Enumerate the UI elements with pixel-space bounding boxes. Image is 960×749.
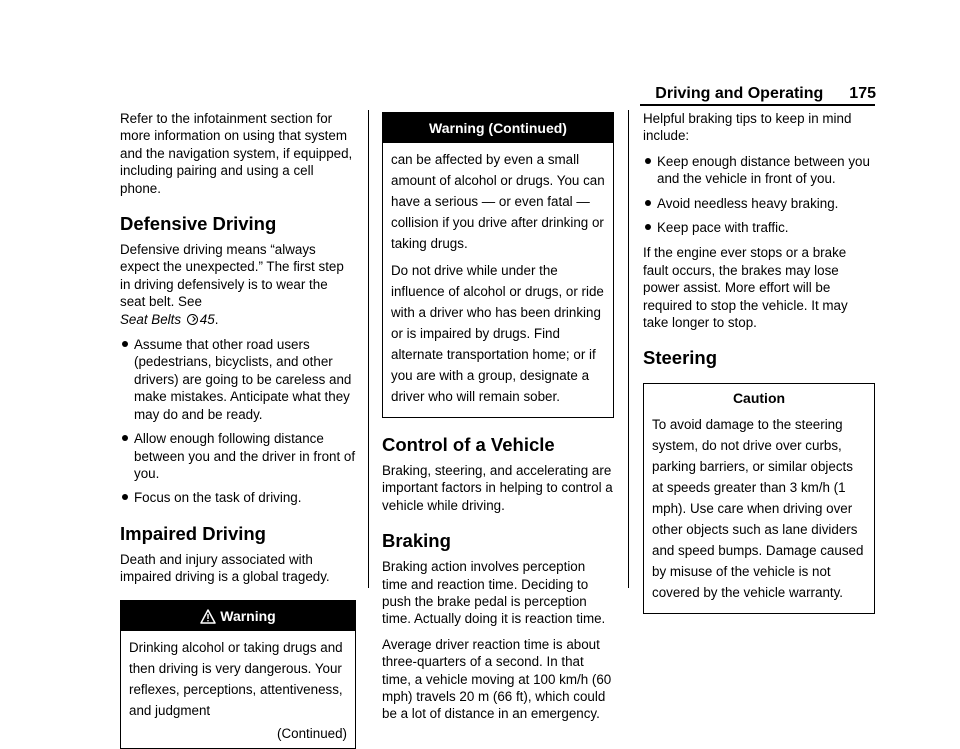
caution-body [644, 408, 874, 613]
list-item-text: Focus on the task of driving. [134, 490, 302, 506]
defensive-text: Defensive driving means “always expect the unexpected.” The first step in driving defensively is to wear the seat belt. See [120, 242, 344, 310]
column-left [120, 110, 356, 749]
seat-belts-page[interactable]: 45 [199, 311, 215, 327]
tips-intro: Helpful braking tips to keep in mind include: [643, 111, 852, 144]
column-middle [382, 110, 614, 731]
list-item [120, 430, 356, 482]
list-item-text: Avoid needless heavy braking. [657, 195, 839, 211]
warning-continued-body [383, 143, 613, 417]
page-number: 175 [849, 85, 876, 102]
column-right [643, 110, 875, 614]
heading-control: Control of a Vehicle [382, 434, 555, 455]
section-title: Driving and Operating [655, 85, 824, 102]
bullet-icon [122, 341, 128, 347]
caution-box [643, 383, 875, 613]
bullet-icon [645, 158, 651, 164]
braking-paragraph-2: Average driver reaction time is about three-quarters of a second. In that time, a vehicle moving at 100 km/h (60 mph) travels 20 m (66 ft), which could be a lot of distance in an emergency. [382, 636, 612, 722]
list-item [643, 153, 875, 188]
warning-body [121, 631, 355, 748]
list-item-text: Keep pace with traffic. [657, 220, 789, 236]
list-item-text: Allow enough following distance between you and the driver in front of you. [134, 431, 356, 481]
heading-steering: Steering [643, 347, 718, 369]
header-rule [640, 104, 875, 106]
engine-paragraph: If the engine ever stops or a brake fault occurs, the brakes may lose power assist. More effort will be required to stop the vehicle. It may take longer to stop. [643, 245, 848, 331]
list-item-text: Assume that other road users (pedestrians, bicyclists, and other drivers) are going to be careless and make mistakes. Anticipate what they may do and be ready. [134, 337, 352, 422]
defensive-paragraph [120, 241, 356, 328]
list-item-text: Keep enough distance between you and the vehicle in front of you. [657, 153, 870, 187]
page-header [560, 79, 876, 103]
braking-paragraph-1: Braking action involves perception time and reaction time. Deciding to push the brake pedal is perception time. Actually doing it is reaction time. [382, 559, 606, 627]
bullet-icon [122, 494, 128, 500]
warning-continued-p1: can be affected by even a small amount of alcohol or drugs. You can have a serious — or even fatal — collision if you drive after drinking or taking drugs. [391, 152, 605, 251]
warning-header [121, 601, 355, 631]
seat-belts-link[interactable]: Seat Belts [120, 311, 182, 327]
list-item [120, 489, 356, 506]
heading-braking: Braking [382, 530, 451, 552]
braking-tips-list [643, 153, 875, 237]
impaired-paragraph: Death and injury associated with impaired driving is a global tragedy. [120, 551, 330, 585]
warning-title: Warning [220, 607, 276, 624]
page-reference-icon [187, 314, 198, 325]
warning-continued-box [382, 112, 614, 418]
continued-label: (Continued) [277, 725, 347, 741]
bullet-icon [122, 435, 128, 441]
list-item [120, 336, 356, 423]
caution-title: Caution [732, 390, 786, 407]
bullet-icon [645, 200, 651, 206]
defensive-bullet-list [120, 336, 356, 507]
heading-defensive-driving: Defensive Driving [120, 213, 277, 235]
list-item [643, 219, 875, 236]
bullet-icon [645, 224, 651, 230]
column-divider [368, 110, 369, 588]
period: . [214, 311, 219, 327]
warning-text: Drinking alcohol or taking drugs and then driving is very dangerous. Your reflexes, perceptions, attentiveness, and judgment [129, 639, 343, 718]
column-divider [628, 110, 629, 588]
list-item [643, 195, 875, 212]
intro-paragraph: Refer to the infotainment section for more information on using that system and the navigation system, if equipped, including pairing and using a cell phone. [120, 111, 353, 196]
warning-icon [200, 609, 216, 625]
control-paragraph: Braking, steering, and accelerating are important factors in helping to control a vehicle while driving. [382, 463, 613, 513]
heading-impaired-driving: Impaired Driving [120, 522, 266, 544]
warning-continued-p2: Do not drive while under the influence of alcohol or drugs, or ride with a driver who has been drinking or is impaired by drugs. Find alternate transportation home; or if you are with a group, designate a driver who will remain sober. [391, 263, 604, 404]
warning-continued-header: Warning (Continued) [383, 113, 613, 143]
warning-box [120, 600, 356, 749]
caution-text: To avoid damage to the steering system, do not drive over curbs, parking barriers, or similar objects at speeds greater than 3 km/h (1 mph). Use care when driving over other objects such as lane dividers and speed bumps. Damage caused by misuse of the vehicle is not covered by the vehicle warranty. [652, 416, 864, 600]
